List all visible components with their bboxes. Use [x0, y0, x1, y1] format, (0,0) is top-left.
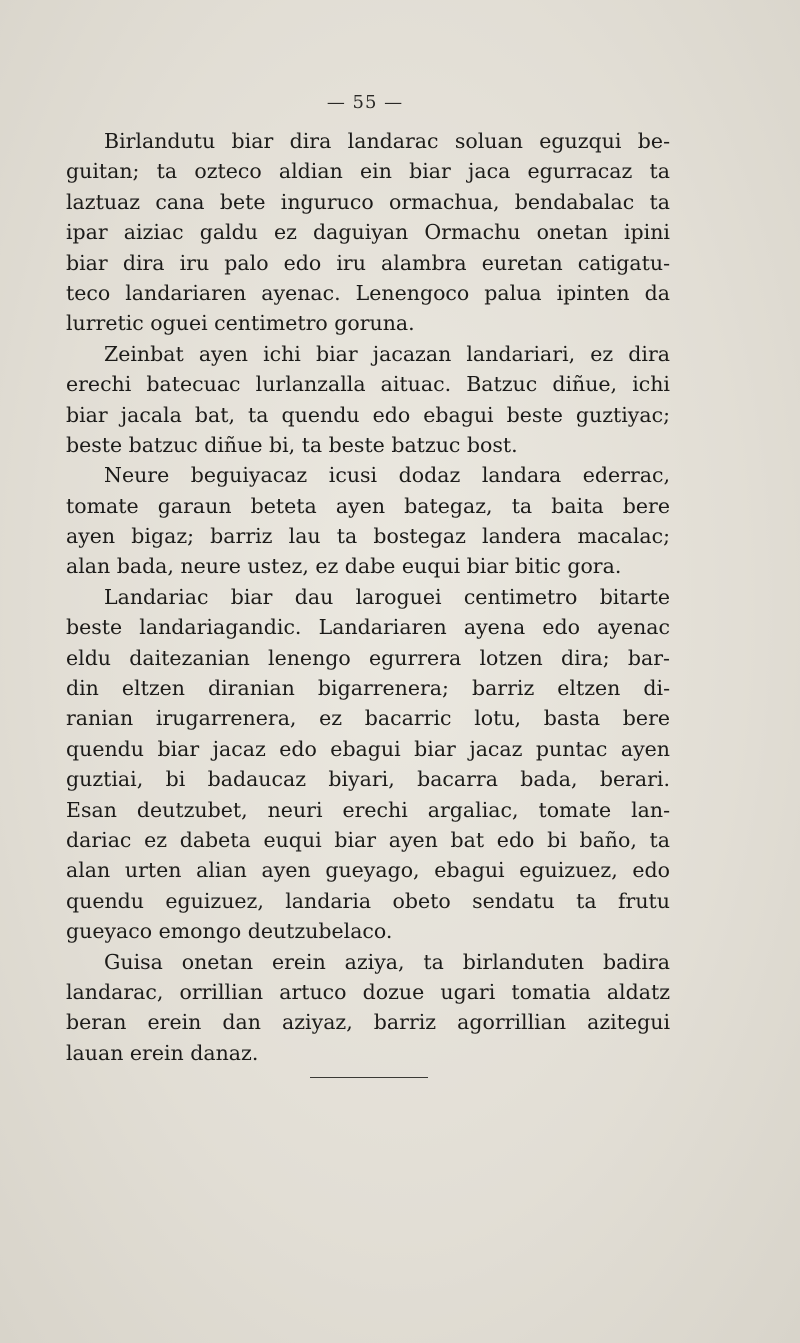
text-line: beste landariagandic. Landariaren ayena edo ayenac: [66, 615, 670, 640]
text-line: dariac ez dabeta euqui biar ayen bat edo bi baño, ta: [66, 827, 670, 852]
text-line: landarac, orrillian artuco dozue ugari tomatia aldatz: [66, 979, 670, 1004]
end-rule: [310, 1077, 428, 1078]
text-line: ayen bigaz; barriz lau ta bostegaz landera macalac;: [66, 524, 670, 549]
text-line: ipar aiziac galdu ez daguiyan Ormachu onetan ipini: [66, 220, 670, 245]
text-line: guztiai, bi badaucaz biyari, bacarra bada, berari.: [66, 767, 670, 792]
text-line: erechi batecuac lurlanzalla aituac. Batzuc diñue, ichi: [66, 372, 670, 397]
text-line: gueyaco emongo deutzubelaco.: [66, 919, 393, 944]
text-line: Landariac biar dau laroguei centimetro bitarte: [104, 584, 670, 609]
text-line: eldu daitezanian lenengo egurrera lotzen dira; bar-: [66, 645, 670, 670]
text-line: Esan deutzubet, neuri erechi argaliac, tomate lan-: [66, 797, 670, 822]
text-line: guitan; ta ozteco aldian ein biar jaca egurracaz ta: [66, 159, 670, 184]
text-line: Zeinbat ayen ichi biar jacazan landariari, ez dira: [104, 341, 670, 366]
text-line: beran erein dan aziyaz, barriz agorrillian azitegui: [66, 1010, 670, 1035]
text-line: quendu eguizuez, landaria obeto sendatu ta frutu: [66, 888, 670, 913]
body-text: [66, 126, 670, 1068]
text-line: alan bada, neure ustez, ez dabe euqui biar bitic gora.: [66, 554, 622, 579]
text-line: teco landariaren ayenac. Lenengoco palua ipinten da: [66, 280, 670, 305]
text-line: biar dira iru palo edo iru alambra euretan catigatu-: [66, 250, 670, 275]
text-line: alan urten alian ayen gueyago, ebagui eguizuez, edo: [66, 858, 670, 883]
text-line: beste batzuc diñue bi, ta beste batzuc bost.: [66, 432, 518, 457]
text-line: lurretic oguei centimetro goruna.: [66, 311, 415, 336]
text-line: quendu biar jacaz edo ebagui biar jacaz puntac ayen: [66, 736, 670, 761]
text-line: lauan erein danaz.: [66, 1040, 259, 1065]
text-line: Birlandutu biar dira landarac soluan eguzqui be-: [104, 129, 670, 153]
text-line: Neure beguiyacaz icusi dodaz landara ederrac,: [104, 463, 670, 488]
text-line: laztuaz cana bete inguruco ormachua, bendabalac ta: [66, 189, 670, 214]
text-line: tomate garaun beteta ayen bategaz, ta baita bere: [66, 493, 670, 518]
text-line: din eltzen diranian bigarrenera; barriz eltzen di-: [66, 676, 670, 701]
text-line: ranian irugarrenera, ez bacarric lotu, basta bere: [66, 706, 670, 731]
text-line: biar jacala bat, ta quendu edo ebagui beste guztiyac;: [66, 402, 670, 427]
page-number: — 55 —: [326, 92, 404, 113]
text-line: Guisa onetan erein aziya, ta birlanduten badira: [104, 949, 670, 974]
